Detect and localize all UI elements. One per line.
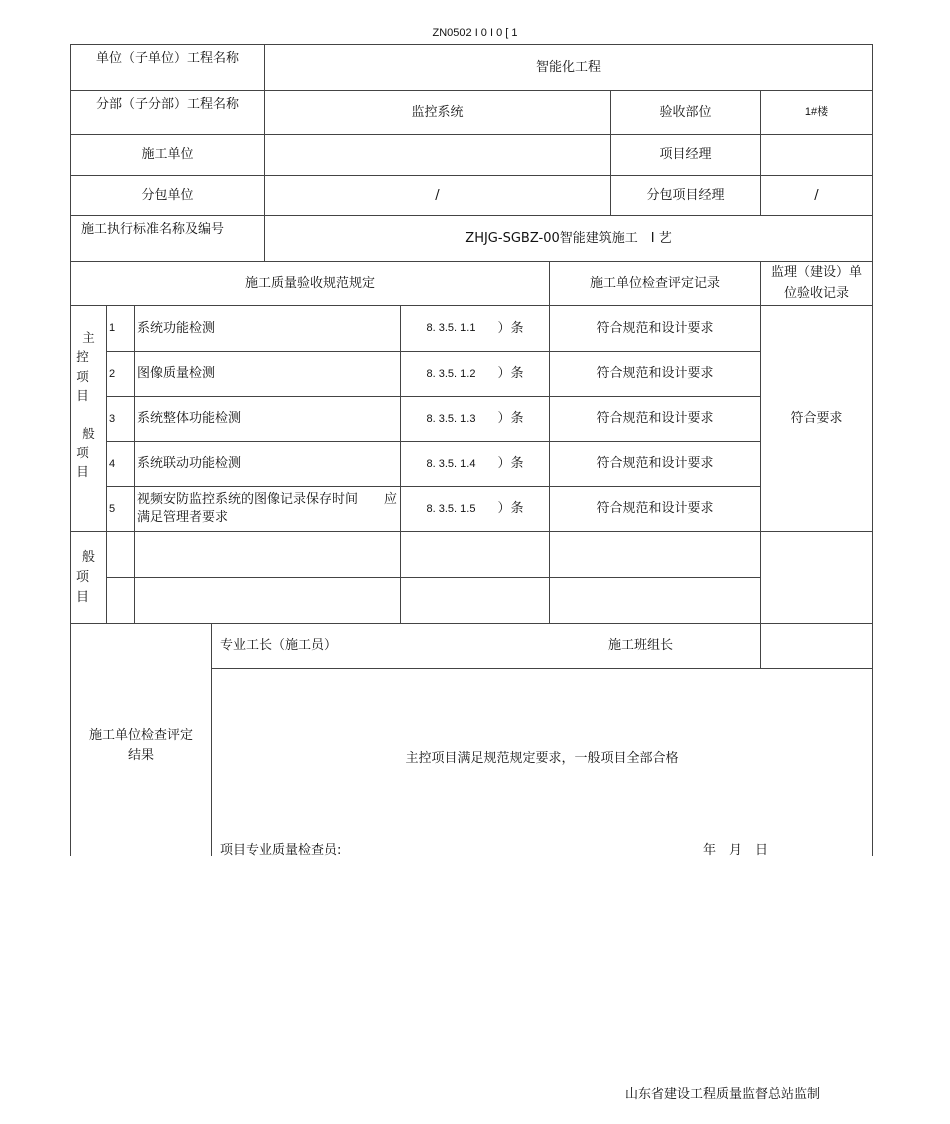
clause-number: 8. 3.5. 1.4 bbox=[426, 457, 476, 470]
general-item-record bbox=[549, 577, 760, 623]
sub-project-label: 分部（子分部）工程名称 bbox=[70, 90, 264, 134]
main-label-char: 目 bbox=[76, 464, 89, 480]
clause-number: 8. 3.5. 1.2 bbox=[426, 367, 476, 380]
general-supervisor-cell bbox=[760, 531, 873, 623]
general-item-number bbox=[106, 577, 134, 623]
item-number: 2 bbox=[106, 351, 134, 396]
item-name: 系统联动功能检测 bbox=[134, 441, 400, 486]
main-label-char: 主 bbox=[82, 330, 95, 345]
clause-suffix: ）条 bbox=[497, 320, 524, 336]
clause-suffix: ）条 bbox=[497, 501, 524, 517]
constructor-value bbox=[264, 134, 610, 175]
spec-column-header: 施工质量验收规范规定 bbox=[70, 261, 549, 305]
item-name: 系统功能检测 bbox=[134, 305, 400, 351]
result-label-line2: 结果 bbox=[127, 748, 154, 763]
general-item-number bbox=[106, 531, 134, 577]
clause-number: 8. 3.5. 1.5 bbox=[426, 502, 476, 515]
acceptance-part-label: 验收部位 bbox=[610, 90, 760, 134]
item-name bbox=[134, 486, 400, 531]
date-label: 年 月 日 bbox=[703, 843, 769, 858]
team-leader-label: 施工班组长 bbox=[608, 638, 674, 654]
team-leader-value bbox=[760, 623, 873, 668]
check-record-column-header: 施工单位检查评定记录 bbox=[549, 261, 760, 305]
item-name: 系统整体功能检测 bbox=[134, 396, 400, 441]
item-number: 3 bbox=[106, 396, 134, 441]
main-label-char: 项 bbox=[76, 368, 89, 384]
project-name-label: 单位（子单位）工程名称 bbox=[70, 44, 264, 90]
standard-value: ZHJG-SGBZ-00智能建筑施工 I 艺 bbox=[264, 215, 873, 261]
general-label-char: 目 bbox=[75, 590, 89, 606]
item-name-line1: 视频安防监控系统的图像记录保存时间 应 bbox=[137, 492, 398, 508]
general-label-char: 项 bbox=[75, 570, 89, 586]
clause-number: 8. 3.5. 1.1 bbox=[426, 322, 476, 335]
form-code: ZN0502 I 0 I 0 [ 1 bbox=[432, 27, 518, 39]
main-label-char: 目 bbox=[76, 388, 89, 404]
item-clause bbox=[400, 351, 549, 396]
supervisor-result: 符合要求 bbox=[760, 305, 873, 531]
subcontractor-label: 分包单位 bbox=[70, 175, 264, 215]
main-label-char: 项 bbox=[76, 444, 89, 460]
item-record: 符合规范和设计要求 bbox=[549, 486, 760, 531]
item-clause bbox=[400, 441, 549, 486]
acceptance-part-value: 1#楼 bbox=[760, 90, 873, 134]
sub-project-value: 监控系统 bbox=[264, 90, 610, 134]
result-text: 主控项目满足规范规定要求，一般项目全部合格 bbox=[405, 751, 679, 766]
sub-pm-label: 分包项目经理 bbox=[610, 175, 760, 215]
project-manager-label: 项目经理 bbox=[610, 134, 760, 175]
subcontractor-value: / bbox=[264, 175, 610, 215]
acceptance-record-table bbox=[70, 44, 873, 856]
sub-pm-value: / bbox=[760, 175, 873, 215]
general-item-name bbox=[134, 531, 400, 577]
standard-label: 施工执行标准名称及编号 bbox=[70, 215, 264, 261]
general-items-label bbox=[70, 531, 106, 623]
clause-suffix: ）条 bbox=[497, 411, 524, 427]
general-item-name bbox=[134, 577, 400, 623]
supervisor-column-header bbox=[760, 261, 873, 305]
item-clause bbox=[400, 396, 549, 441]
item-record: 符合规范和设计要求 bbox=[549, 351, 760, 396]
supervisor-header-line1: 监理（建设）单 bbox=[770, 265, 862, 281]
general-label-char: 般 bbox=[81, 550, 95, 565]
item-name: 图像质量检测 bbox=[134, 351, 400, 396]
foreman-label: 专业工长（施工员） bbox=[220, 638, 338, 654]
general-item-record bbox=[549, 531, 760, 577]
footer-issuer: 山东省建设工程质量监督总站监制 bbox=[624, 1087, 820, 1102]
item-number: 5 bbox=[106, 486, 134, 531]
general-item-clause bbox=[400, 577, 549, 623]
item-record: 符合规范和设计要求 bbox=[549, 396, 760, 441]
clause-suffix: ）条 bbox=[497, 366, 524, 382]
constructor-label: 施工单位 bbox=[70, 134, 264, 175]
result-content bbox=[211, 668, 873, 856]
item-name-line2: 满足管理者要求 bbox=[137, 510, 229, 525]
result-label-line1: 施工单位检查评定 bbox=[88, 727, 193, 743]
clause-suffix: ）条 bbox=[497, 456, 524, 472]
clause-number: 8. 3.5. 1.3 bbox=[426, 412, 476, 425]
item-number: 1 bbox=[106, 305, 134, 351]
item-clause bbox=[400, 486, 549, 531]
item-number: 4 bbox=[106, 441, 134, 486]
project-manager-value bbox=[760, 134, 873, 175]
inspector-label: 项目专业质量检查员: bbox=[220, 843, 342, 858]
supervisor-header-line2: 位验收记录 bbox=[783, 285, 849, 301]
result-label bbox=[70, 623, 211, 856]
general-item-clause bbox=[400, 531, 549, 577]
main-label-char: 控 bbox=[76, 349, 89, 365]
item-clause bbox=[400, 305, 549, 351]
main-control-items-label bbox=[70, 305, 106, 531]
item-record: 符合规范和设计要求 bbox=[549, 441, 760, 486]
foreman-row bbox=[211, 623, 760, 668]
item-record: 符合规范和设计要求 bbox=[549, 305, 760, 351]
project-name-value: 智能化工程 bbox=[264, 44, 873, 90]
main-label-char: 般 bbox=[82, 425, 95, 441]
